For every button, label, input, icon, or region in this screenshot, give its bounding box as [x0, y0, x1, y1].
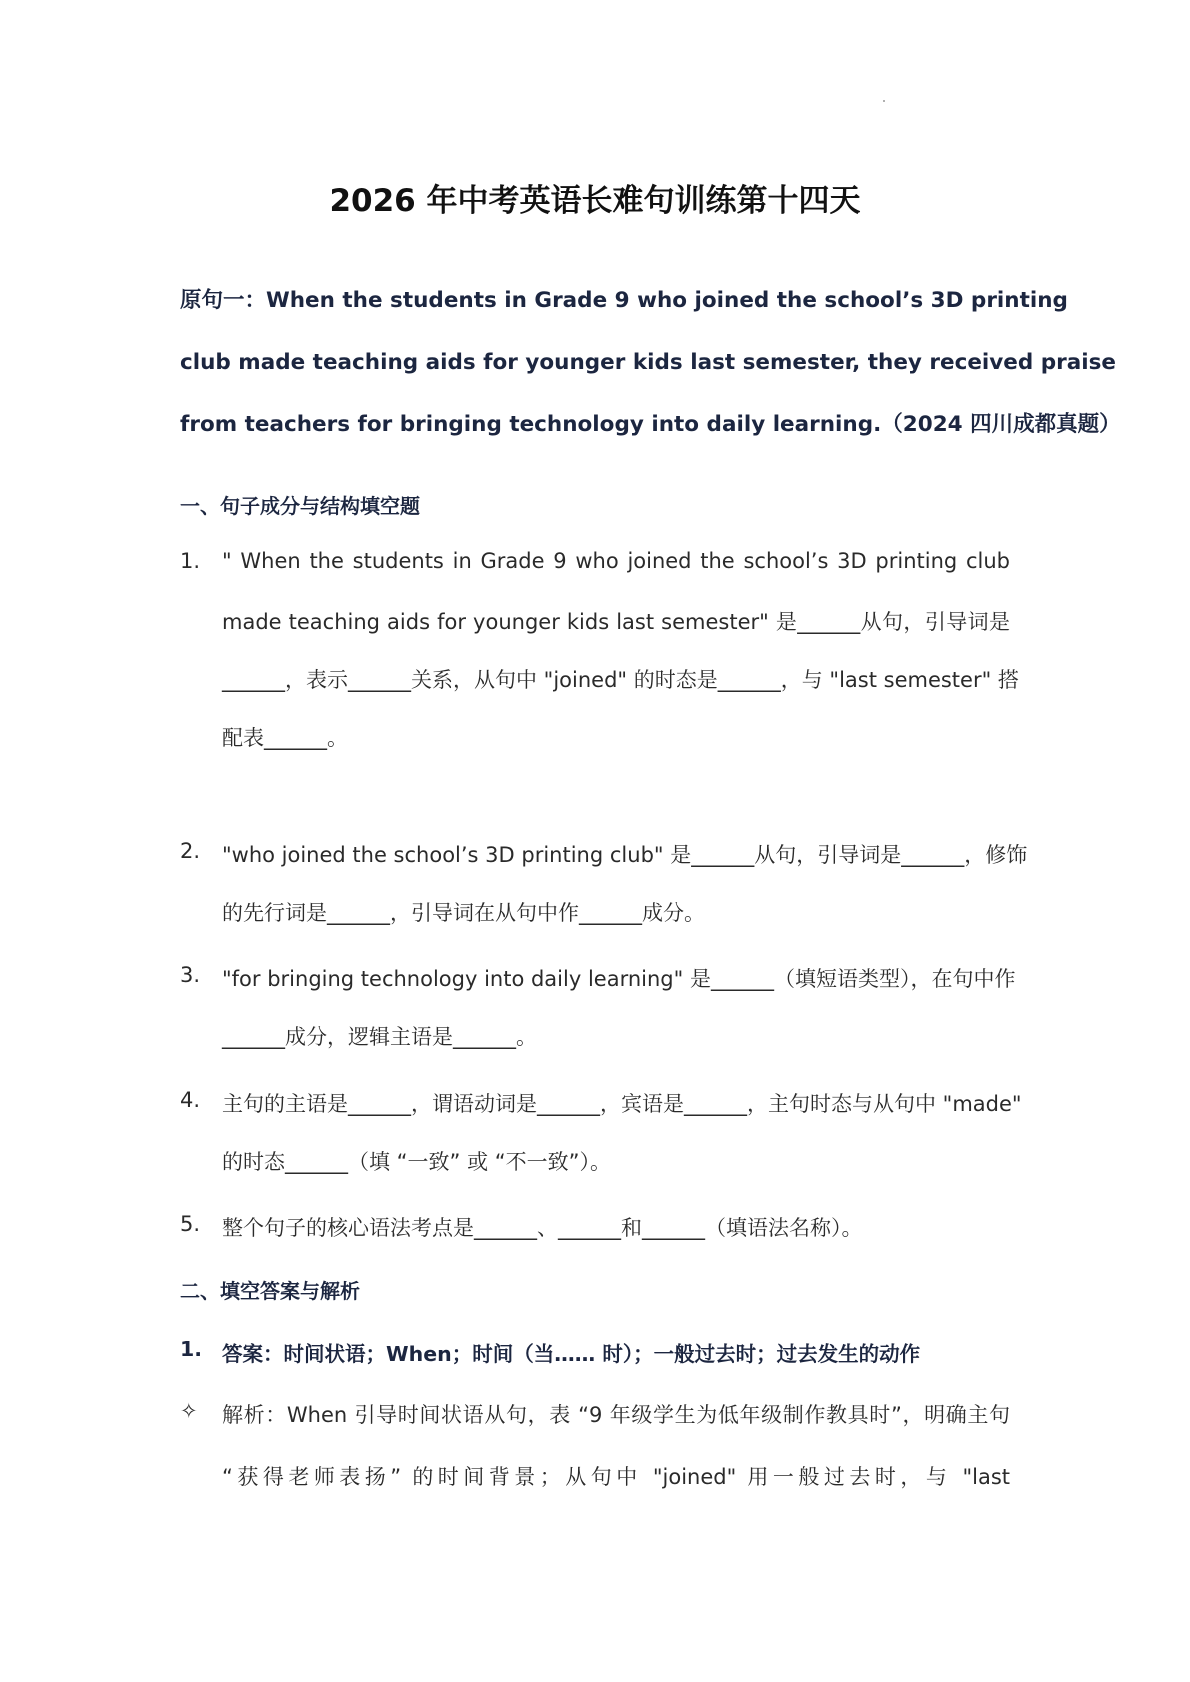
section2-heading: 二、填空答案与解析: [180, 1279, 360, 1303]
question-4-line-2: 的时态______（填 “一致” 或 “不一致”）。: [222, 1150, 612, 1174]
question-5-line-1: 整个句子的核心语法考点是______、______和______（填语法名称）。: [222, 1216, 863, 1240]
page-title: 2026 年中考英语长难句训练第十四天: [329, 183, 861, 219]
question-1-line-4: 配表______。: [222, 726, 348, 750]
question-1-line-1: " When the students in Grade 9 who joined the school’s 3D printing club: [222, 549, 1010, 573]
explanation-1-line-2: “获得老师表扬” 的时间背景；从句中 "joined" 用一般过去时，与 "last: [222, 1465, 1010, 1489]
question-2-number: 2.: [180, 839, 201, 863]
question-2-line-1: "who joined the school’s 3D printing club" 是______从句，引导词是______，修饰: [222, 843, 1028, 867]
original-line-1: 原句一：When the students in Grade 9 who joined the school’s 3D printing: [180, 288, 1068, 313]
explanation-1-line-1: 解析：When 引导时间状语从句，表 “9 年级学生为低年级制作教具时”，明确主句: [222, 1403, 1010, 1427]
question-4-line-1: 主句的主语是______，谓语动词是______，宾语是______，主句时态与从句中 "made": [222, 1092, 1022, 1116]
original-line-3: from teachers for bringing technology into daily learning.（2024 四川成都真题）: [180, 412, 1121, 437]
answer-1-text: 答案：时间状语；When；时间（当…… 时）；一般过去时；过去发生的动作: [222, 1342, 921, 1366]
question-4-number: 4.: [180, 1088, 201, 1112]
sparkle-bullet-icon: ✧: [180, 1399, 198, 1423]
question-2-line-2: 的先行词是______，引导词在从句中作______成分。: [222, 901, 705, 925]
answer-1-number: 1.: [180, 1337, 203, 1361]
original-sentence: [180, 270, 1121, 456]
question-3-line-2: ______成分，逻辑主语是______。: [222, 1025, 537, 1049]
question-1-line-2: made teaching aids for younger kids last semester" 是______从句，引导词是: [222, 610, 1010, 634]
question-3-number: 3.: [180, 963, 201, 987]
question-1-line-3: ______，表示______关系，从句中 "joined" 的时态是______，与 "last semester" 搭: [222, 668, 1019, 692]
question-5-number: 5.: [180, 1212, 201, 1236]
question-1-number: 1.: [180, 549, 201, 573]
scan-speck: [883, 100, 885, 102]
original-line-2: club made teaching aids for younger kids last semester, they received praise: [180, 350, 1117, 375]
section1-heading: 一、句子成分与结构填空题: [180, 494, 420, 518]
question-3-line-1: "for bringing technology into daily learning" 是______（填短语类型），在句中作: [222, 967, 1016, 991]
